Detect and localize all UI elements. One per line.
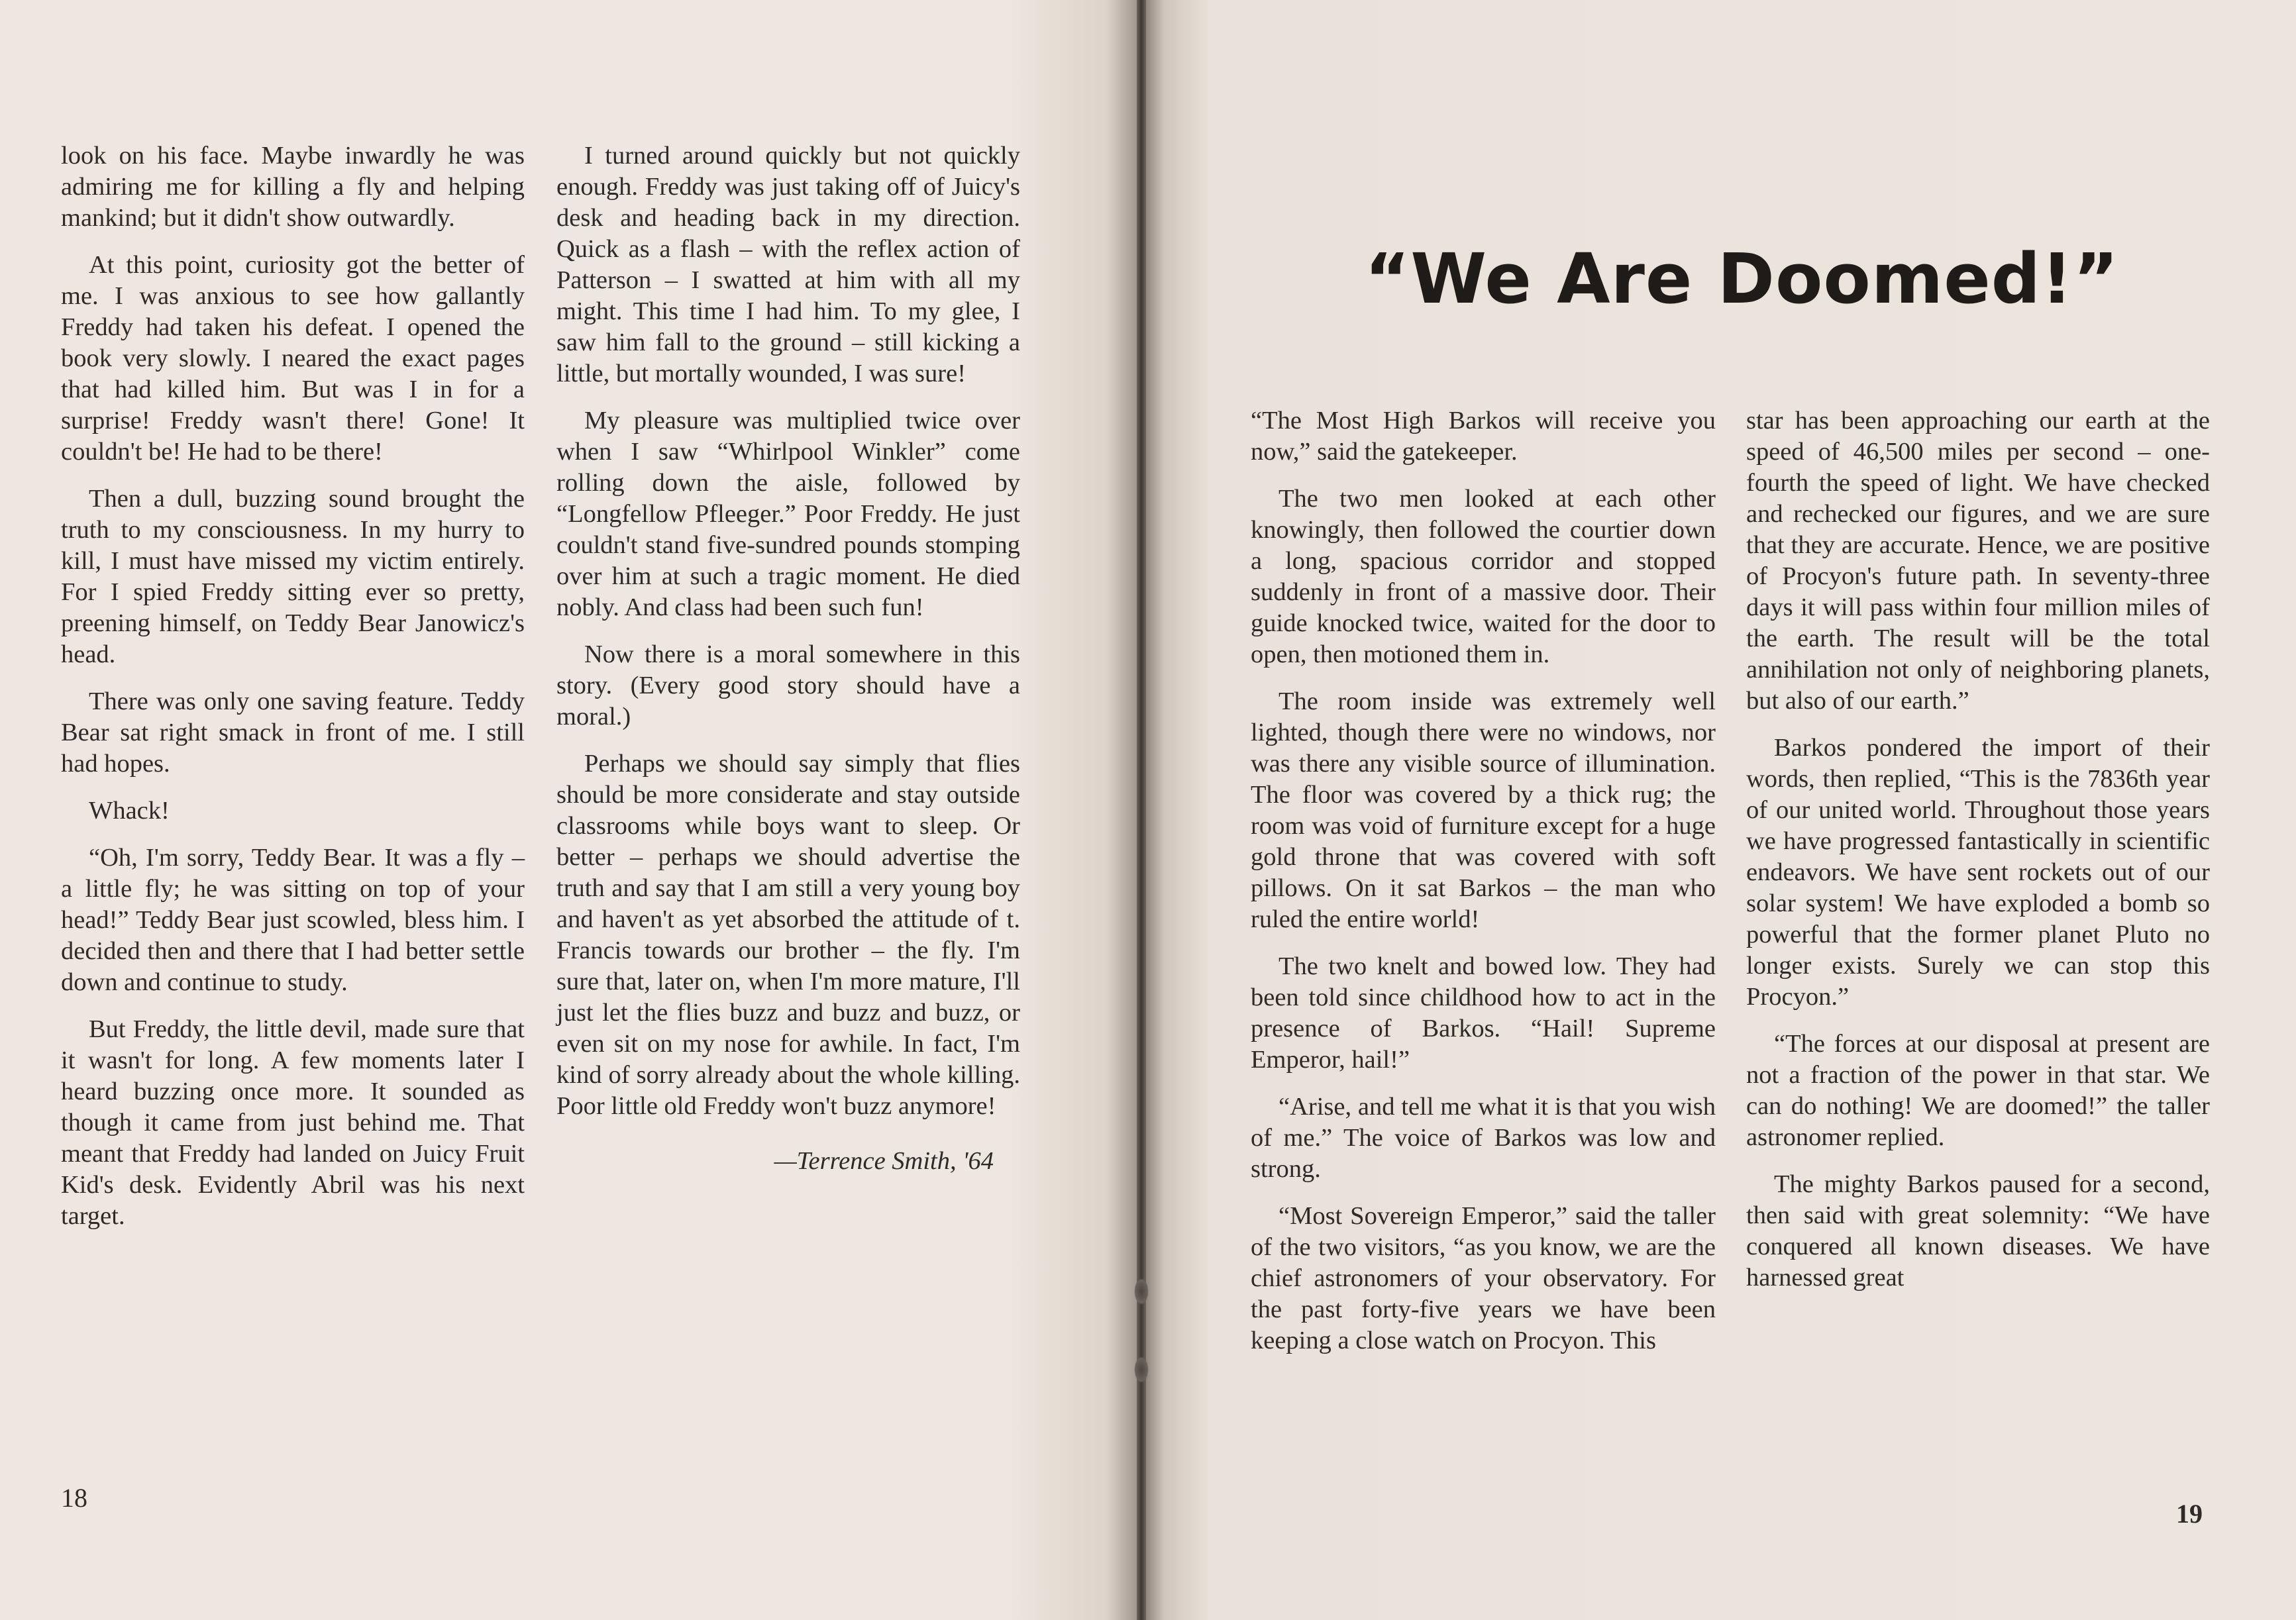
page-number-right: 19 xyxy=(2176,1499,2203,1529)
paragraph: star has been approaching our earth at the speed of 46,500 miles per second – one-fourth the speed of light. We have checked and rechecked our figures, and we are sure that they are accurate. Hence, we are positive of Procyon's future path. In seventy-three days it will pass within four million miles of the earth. The result will be the total annihilation not only of neighboring planets, but also of our earth.” xyxy=(1746,407,2210,715)
story-title: “We Are Doomed!” xyxy=(1365,238,2119,319)
paragraph: But Freddy, the little devil, made sure that it wasn't for long. A few moments later I heard buzzing once more. It sounded as though it came from just behind me. That meant that Freddy had landed on Juicy Fruit Kid's desk. Evidently Abril was his next target. xyxy=(61,1015,525,1230)
left-column-2 xyxy=(556,140,1020,1193)
author-signature: —Terrence Smith, '64 xyxy=(774,1147,994,1175)
paragraph: Now there is a moral somewhere in this story. (Every good story should have a moral.) xyxy=(556,640,1020,731)
paragraph: I turned around quickly but not quickly enough. Freddy was just taking off of Juicy's desk and heading back in my direction. Quick as a flash – with the reflex action of Patterson – I swatted at him with all my might. This time I had him. To my glee, I saw him fall to the ground – still kicking a little, but mortally wounded, I was sure! xyxy=(556,142,1020,387)
right-column-2 xyxy=(1746,405,2210,1309)
paragraph: At this point, curiosity got the better of me. I was anxious to see how gallantly Freddy had taken his defeat. I opened the book very slowly. I neared the exact pages that had killed him. But was I in for a surprise! Freddy wasn't there! Gone! It couldn't be! He had to be there! xyxy=(61,251,525,466)
paragraph: look on his face. Maybe inwardly he was admiring me for killing a fly and helping mankind; but it didn't show outwardly. xyxy=(61,142,525,232)
paragraph: The room inside was extremely well lighted, though there were no windows, nor was there any visible source of illumination. The floor was covered by a thick rug; the room was void of furniture except for a huge gold throne that was covered with soft pillows. On it sat Barkos – the man who ruled the entire world! xyxy=(1251,687,1716,933)
paragraph: “Most Sovereign Emperor,” said the taller of the two visitors, “as you know, we are the chief astronomers of your observatory. For the past forty-five years we have been keeping a close watch on Procyon. This xyxy=(1251,1202,1716,1354)
right-column-1 xyxy=(1251,405,1716,1372)
paragraph: “The forces at our disposal at present are not a fraction of the power in that star. We can do nothing! We are doomed!” the taller astronomer replied. xyxy=(1746,1030,2210,1151)
left-page xyxy=(0,0,1141,1620)
paragraph: Then a dull, buzzing sound brought the truth to my consciousness. In my hurry to kill, I must have missed my victim entirely. For I spied Freddy sitting ever so pretty, preening himself, on Teddy Bear Janowicz's head. xyxy=(61,485,525,668)
staple-top xyxy=(1134,1278,1149,1305)
left-column-1 xyxy=(61,140,525,1248)
staple-bottom xyxy=(1134,1356,1149,1383)
paragraph: Perhaps we should say simply that flies should be more considerate and stay outside classrooms while boys want to sleep. Or better – perhaps we should advertise the truth and say that I am still a very young boy and haven't as yet absorbed the attitude of t. Francis towards our brother – the fly. I'm sure that, later on, when I'm more mature, I'll just let the flies buzz and buzz and buzz, or even sit on my nose for awhile. In fact, I'm kind of sorry already about the whole killing. Poor little old Freddy won't buzz anymore! xyxy=(556,750,1020,1120)
paragraph: The mighty Barkos paused for a second, then said with great solemnity: “We have conquered all known diseases. We have harnessed great xyxy=(1746,1170,2210,1291)
paragraph: Barkos pondered the import of their words, then replied, “This is the 7836th year of our united world. Throughout those years we have progressed fantastically in scientific endeavors. We have sent rockets out of our solar system! We have exploded a bomb so powerful that the former planet Pluto no longer exists. Surely we can stop this Procyon.” xyxy=(1746,734,2210,1011)
paragraph: “Oh, I'm sorry, Teddy Bear. It was a fly – a little fly; he was sitting on top of your head!” Teddy Bear just scowled, bless him. I decided then and there that I had better settle down and continue to study. xyxy=(61,844,525,996)
paragraph: The two men looked at each other knowingly, then followed the courtier down a long, spacious corridor and stopped suddenly in front of a massive door. Their guide knocked twice, waited for the door to open, then motioned them in. xyxy=(1251,485,1716,668)
paragraph: “Arise, and tell me what it is that you wish of me.” The voice of Barkos was low and strong. xyxy=(1251,1093,1716,1183)
paragraph: Whack! xyxy=(89,797,170,825)
paragraph: There was only one saving feature. Teddy Bear sat right smack in front of me. I still had hopes. xyxy=(61,687,525,778)
paragraph: My pleasure was multiplied twice over when I saw “Whirlpool Winkler” come rolling down the aisle, followed by “Longfellow Pfleeger.” Poor Freddy. He just couldn't stand five-sundred pounds stomping over him at such a tragic moment. He died nobly. And class had been such fun! xyxy=(556,407,1020,621)
paragraph: “The Most High Barkos will receive you now,” said the gatekeeper. xyxy=(1251,407,1716,466)
paragraph: The two knelt and bowed low. They had been told since childhood how to act in the presence of Barkos. “Hail! Supreme Emperor, hail!” xyxy=(1251,952,1716,1074)
page-number-left: 18 xyxy=(61,1483,87,1513)
